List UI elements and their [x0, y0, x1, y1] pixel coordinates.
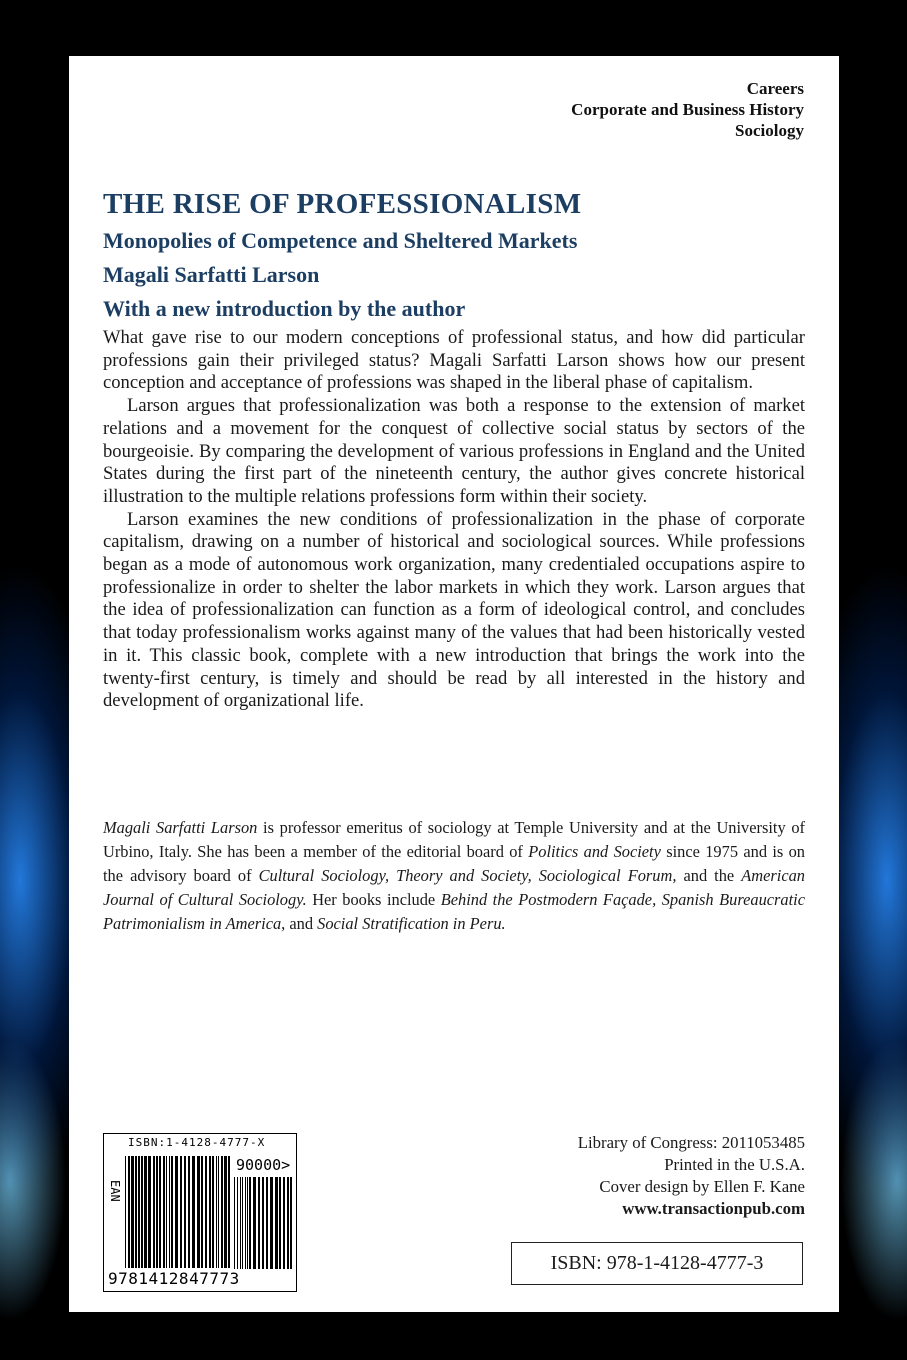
- barcode-bar: [275, 1177, 278, 1269]
- barcode-bar: [135, 1156, 137, 1268]
- book-subtitle: Monopolies of Competence and Sheltered Markets: [103, 228, 578, 253]
- bio-book-title: Social Stratification in Peru.: [317, 913, 506, 933]
- barcode-bar: [201, 1156, 203, 1268]
- barcode-bar: [184, 1156, 186, 1268]
- barcode-bar: [171, 1156, 173, 1268]
- barcode-bar: [125, 1156, 126, 1268]
- barcode-bar: [138, 1156, 140, 1268]
- subject-sociology: Sociology: [735, 121, 804, 140]
- subject-careers: Careers: [746, 79, 804, 98]
- barcode-bar: [159, 1156, 161, 1268]
- barcode-bar: [240, 1177, 241, 1269]
- subject-business-history: Corporate and Business History: [571, 100, 804, 119]
- barcode-bar: [245, 1177, 246, 1269]
- barcode-bar: [247, 1177, 248, 1269]
- barcode-bar: [141, 1156, 143, 1268]
- barcode-bar: [258, 1177, 260, 1269]
- barcode-bar: [192, 1156, 195, 1268]
- barcode-bar: [266, 1177, 268, 1269]
- barcode-isbn: ISBN:1-4128-4777-X: [128, 1136, 266, 1149]
- barcode-bar: [175, 1156, 178, 1268]
- barcode-bar: [221, 1156, 223, 1268]
- author-name: Magali Sarfatti Larson: [103, 262, 320, 287]
- barcode-addon: 90000>: [236, 1156, 291, 1174]
- description-paragraph: Larson examines the new conditions of professionalization in the phase of corporate capitalism, drawing on a number of historical and sociological sources. While professions began as a mode of autonomous work organization, many credentialed occupations aspire to professionalize in order to shelter the labor markets in which they work. Larson argues that the idea of professionalization can function as a form of ideological control, and concludes that today professionalism works against many of the values that had been historically vested in it. This classic book, complete with a new introduction that brings the work into the twenty-first century, is timely and should be read by all interested in the history and development of organizational life.: [103, 508, 805, 712]
- barcode-bar: [218, 1156, 219, 1268]
- barcode-bar: [242, 1177, 243, 1269]
- barcode-addon-bars: [234, 1177, 292, 1269]
- barcode-bar: [128, 1156, 130, 1268]
- barcode: [103, 1133, 297, 1292]
- ean-label: EAN: [108, 1180, 122, 1202]
- barcode-bar: [287, 1177, 289, 1269]
- barcode-bars: [125, 1156, 230, 1268]
- publication-info: [578, 1132, 805, 1220]
- description-paragraph: What gave rise to our modern conceptions of professional status, and how did particular professions gain their privileged status? Magali Sarfatti Larson shows how our present conception and acceptance of professions was shaped in the liberal phase of capitalism.: [103, 327, 805, 394]
- barcode-bar: [262, 1177, 264, 1269]
- cover-design-credit: Cover design by Ellen F. Kane: [599, 1177, 805, 1196]
- barcode-bar: [237, 1177, 238, 1269]
- barcode-bar: [209, 1156, 211, 1268]
- bio-author-name: Magali Sarfatti Larson: [103, 818, 258, 837]
- barcode-bar: [148, 1156, 151, 1268]
- bio-journal: American Journal of Cultural Sociology.: [103, 865, 805, 909]
- barcode-bar: [290, 1177, 292, 1269]
- barcode-bar: [205, 1156, 207, 1268]
- barcode-bar: [212, 1156, 214, 1268]
- barcode-bar: [216, 1156, 217, 1268]
- printed-in: Printed in the U.S.A.: [664, 1155, 805, 1174]
- barcode-bar: [197, 1156, 200, 1268]
- barcode-bar: [180, 1156, 182, 1268]
- author-bio: Magali Sarfatti Larson is professor emeritus of sociology at Temple University and at the University of Urbino, Italy. She has been a member of the editorial board of Politics and Society since 1975 and is on the advisory board of Cultural Sociology, Theory and Society, Sociological Forum, and the American Journal of Cultural Sociology. Her books include Behind the Postmodern Façade, Spanish Bureaucratic Patrimonialism in America, and Social Stratification in Peru.: [103, 818, 806, 933]
- barcode-bar: [249, 1177, 251, 1269]
- back-cover: [69, 56, 839, 1312]
- bio-journal: Cultural Sociology, Theory and Society, Sociological Forum,: [258, 865, 677, 885]
- barcode-bar: [153, 1156, 155, 1268]
- barcode-bar: [279, 1177, 281, 1269]
- barcode-bar: [163, 1156, 165, 1268]
- book-description: [103, 327, 805, 713]
- barcode-bar: [131, 1156, 134, 1268]
- book-title: THE RISE OF PROFESSIONALISM: [103, 188, 582, 220]
- barcode-bar: [156, 1156, 158, 1268]
- barcode-digits: 9781412847773: [108, 1269, 240, 1288]
- barcode-bar: [169, 1156, 170, 1268]
- subject-categories: [571, 78, 804, 141]
- description-paragraph: Larson argues that professionalization was both a response to the extension of market relations and a movement for the conquest of collective social status by sectors of the bourgeoisie. By comparing the development of various professions in England and the United States during the first part of the nineteenth century, the author gives concrete historical illustration to the multiple relations professions form within their society.: [103, 395, 805, 507]
- barcode-bar: [234, 1177, 235, 1269]
- isbn-box: ISBN: 978-1-4128-4777-3: [511, 1242, 803, 1285]
- barcode-bar: [188, 1156, 190, 1268]
- barcode-bar: [253, 1177, 256, 1269]
- barcode-bar: [224, 1156, 227, 1268]
- barcode-bar: [270, 1177, 273, 1269]
- publisher-website[interactable]: www.transactionpub.com: [622, 1199, 805, 1218]
- bio-journal: Politics and Society: [528, 841, 661, 861]
- barcode-bar: [166, 1156, 167, 1268]
- barcode-bar: [228, 1156, 230, 1268]
- barcode-bar: [283, 1177, 285, 1269]
- bio-book-title: Behind the Postmodern Façade, Spanish Bureaucratic Patrimonialism in America: [103, 889, 805, 933]
- edition-note: With a new introduction by the author: [103, 296, 466, 321]
- library-of-congress: Library of Congress: 2011053485: [577, 1133, 805, 1152]
- barcode-bar: [144, 1156, 147, 1268]
